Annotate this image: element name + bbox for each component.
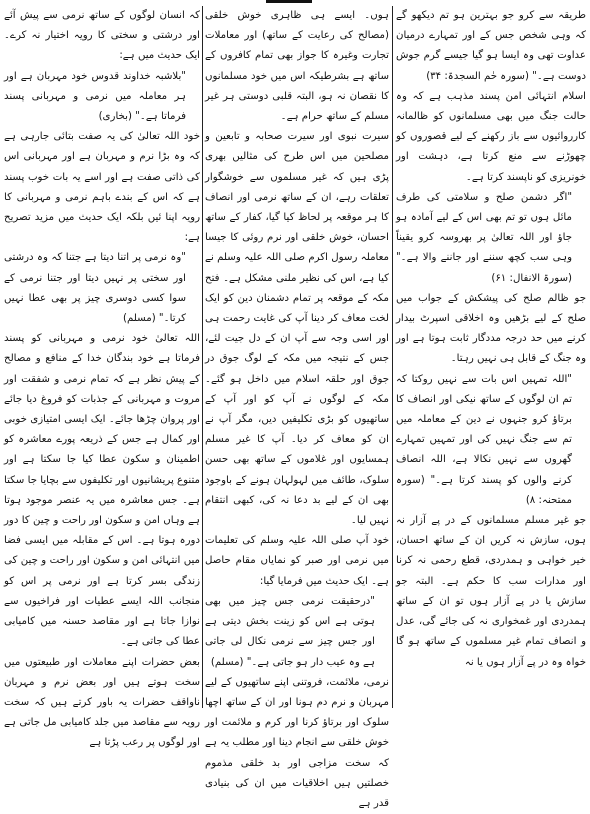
column-left [4,6,200,749]
paragraph: طریقہ سے کرو جو بہترین ہو تم دیکھو گے کہ وہی شخص جس کے اور تمہارے درمیان عداوت تھی وہ ایسا ہو گیا جیسے گرم جوش دوست ہے۔" (سورہ حٰم السجدۃ: ۳۴) [396,10,586,82]
quote: "اگر دشمن صلح و سلامتی کی طرف مائل ہوں تو تم بھی اس کے لیے آمادہ ہو جاؤ اور اللہ تعالیٰ پر بھروسہ کرو یقیناً وہی سب کچھ سننے اور جاننے والا ہے۔" (سورۃ الانفال: ۶۱) [396,191,572,284]
paragraph: بعض حضرات اپنے معاملات اور طبیعتوں میں سخت ہوتے ہیں اور بعض نرم و مہربان ناواقف حضرات یہ باور کرتے ہیں کہ سخت رویہ سے مقاصد میں جلد کامیابی مل جاتی ہے اور لوگوں پر رعب پڑتا ہے [4,656,200,749]
quote: "اللہ تمہیں اس بات سے نہیں روکتا کہ تم ان لوگوں کے ساتھ نیکی اور انصاف کا برتاؤ کرو جنہوں نے دین کے معاملہ میں تم سے جنگ نہیں کی اور تمہیں تمہارے گھروں سے نہیں نکالا ہے، اللہ انصاف کرنے والوں کو پسند کرتا ہے۔" (سورہ ممتحنہ: ۸) [396,373,572,506]
quote: "درحقیقت نرمی جس چیز میں بھی ہوتی ہے اس کو زینت بخش دیتی ہے اور جس چیز سے نرمی نکال لی جاتی ہے وہ عیب دار ہو جاتی ہے۔" (مسلم) [205,595,375,668]
paragraph: سیرت نبوی اور سیرت صحابہ و تابعین و مصلحین میں اس طرح کی مثالیں بھری پڑی ہیں کہ غیر مسلموں سے خوشگوار تعلقات رہے، ان کے ساتھ نرمی اور انصاف کا ہر موقعہ پر لحاظ کیا گیا، کفار کے ساتھ احسان، خوش خلقی اور نرم روئی کا جیسا معاملہ رسول اکرم صلی اللہ علیہ وسلم نے کیا ہے، اس کی نظیر ملنی مشکل ہے۔ فتح مکہ کے موقعہ پر تمام دشمنان دین کو ایک لخت معاف کر دینا آپ کی غایت رحمت ہی اور اسی وجہ سے آپ ان کے دل جیت لئے، جس کے نتیجہ میں مکہ کے لوگ جوق در جوق اور حلقہ اسلام میں داخل ہو گئے۔ مکہ کے لوگوں نے آپ کو اور آپ کے ساتھیوں کو بڑی تکلیفیں دیں، مگر آپ نے ان کو معاف کر دیا۔ آپ کا غیر مسلم ہمسایوں اور غلاموں کے ساتھ بھی حسن سلوک، طائف میں لہولہان ہونے کے باوجود بھی ان کے لیے بد دعا نہ کی، کبھی انتقام نہیں لیا۔ [205,131,389,527]
quote: "بلاشبہ خداوند قدوس خود مہربان ہے اور ہر معاملہ میں نرمی و مہربانی پسند فرماتا ہے۔" (بخاری) [4,70,186,123]
paragraph: خود اللہ تعالیٰ کی یہ صفت بتائی جارہی ہے کہ وہ بڑا نرم و مہربان ہے اور مہربانی اس کی ذاتی صفت ہے اور اسے یہ بات خوب پسند ہے کہ اس کے بندے باہم نرمی و مہربانی کا رویہ اپنا ئیں بلکہ ایک حدیث میں مزید تصریح ہے: [4,131,200,244]
column-divider [202,6,203,708]
paragraph: اسلام انتہائی امن پسند مذہب ہے کہ وہ حالت جنگ میں بھی مسلمانوں کو ظالمانہ کارروائیوں سے باز رکھنے کے لیے قصوروں کو چھوڑنے سے منع کرتا ہے، دہشت اور خونریزی کو ناپسند کرتا ہے۔ [396,90,586,183]
column-right [396,6,586,708]
quote: "وہ نرمی پر اتنا دیتا ہے جتنا کہ وہ درشتی اور سختی پر نہیں دیتا اور جتنا نرمی کے سوا کسی دوسری چیز پر بھی عطا نہیں کرتا۔" (مسلم) [4,252,186,325]
top-rule [266,0,312,3]
paragraph: ہوں۔ ایسے ہی ظاہری خوش خلقی (مصالح کی رعایت کے ساتھ) اور معاملات تجارت وغیرہ کا جواز بھی تمام کافروں کے ساتھ ہے بشرطیکہ اس میں خود مسلمانوں کا نقصان نہ ہو، البتہ قلبی دوستی ہر غیر مسلم کے ساتھ حرام ہے۔ [205,10,389,123]
paragraph: خود آپ صلی اللہ علیہ وسلم کی تعلیمات میں نرمی اور صبر کو نمایاں مقام حاصل ہے۔ ایک حدیث میں فرمایا گیا: [205,535,389,587]
paragraph: کہ انسان لوگوں کے ساتھ نرمی سے پیش آئے اور درشتی و سختی کا رویہ اختیار نہ کرے۔ ایک حدیث میں ہے: [4,10,200,62]
column-middle [205,6,389,809]
paragraph: اللہ تعالیٰ خود نرمی و مہربانی کو پسند فرماتا ہے خود بندگان خدا کے منافع و مصالح کے پیش نظر ہے کہ تمام نرمی و شفقت اور مروت و مہربانی کے جذبات کو فروغ دیا جائے اور پروان چڑھا جائے۔ ایک ایسی امتیازی خوبی اور کمال ہے جس کے ذریعہ پورے معاشرہ کو اطمینان و سکون عطا کیا جا سکتا ہے اور متنوع پریشانیوں اور تکلیفوں سے بچایا جا سکتا ہے۔ جس معاشرہ میں یہ عنصر موجود ہوتا ہے وہاں امن و سکون اور راحت و چین کا دور دورہ ہوتا ہے۔ اس کے مقابلہ میں ایسی فضا میں انتہائی امن و سکون اور راحت و چین کی زندگی بسر کرتا ہے اور نرمی پر اس کو منجانب اللہ ایسے عطیات اور فراخیوں سے نوازا جاتا ہے اور مقاصد حسنہ میں کامیابی عطا کی جاتی ہے۔ [4,333,200,648]
paragraph: نرمی، ملائمت، فروتنی اپنے ساتھیوں کے لیے مہربان و نرم دم ہونا اور ان کے ساتھ اچھا سلوک اور برتاؤ کرنا اور کرم و ملائمت اور خوش خلقی سے انجام دینا اور مطلب یہ ہے کہ سخت مزاجی اور بد خلقی مذموم خصلتیں ہیں اخلاقیات میں ان کی بنیادی قدر ہے [205,676,389,809]
column-divider [392,6,393,708]
paragraph: جو ظالم صلح کی پیشکش کے جواب میں صلح کے لیے بڑھیں وہ اخلاقی اسپرٹ بیدار کرنے میں حد درجہ مددگار ثابت ہوتا ہے اور وہ جنگ کے قابل ہی نہیں رہتا۔ [396,292,586,365]
paragraph: جو غیر مسلم مسلمانوں کے در پے آزار نہ ہوں، سازش نہ کریں ان کے ساتھ احسان، خیر خواہی و ہمدردی، قطع رحمی نہ کرنا اور مدارات سب کا حکم ہے۔ البتہ جو سازش یا در پے آزار ہوں تو ان کے ساتھ ہمدردی اور غمخواری نہ کی جائے گی، عدل و انصاف تمام غیر مسلموں کے ساتھ ہو گا خواہ وہ در پے آزار ہوں یا نہ [396,515,586,668]
